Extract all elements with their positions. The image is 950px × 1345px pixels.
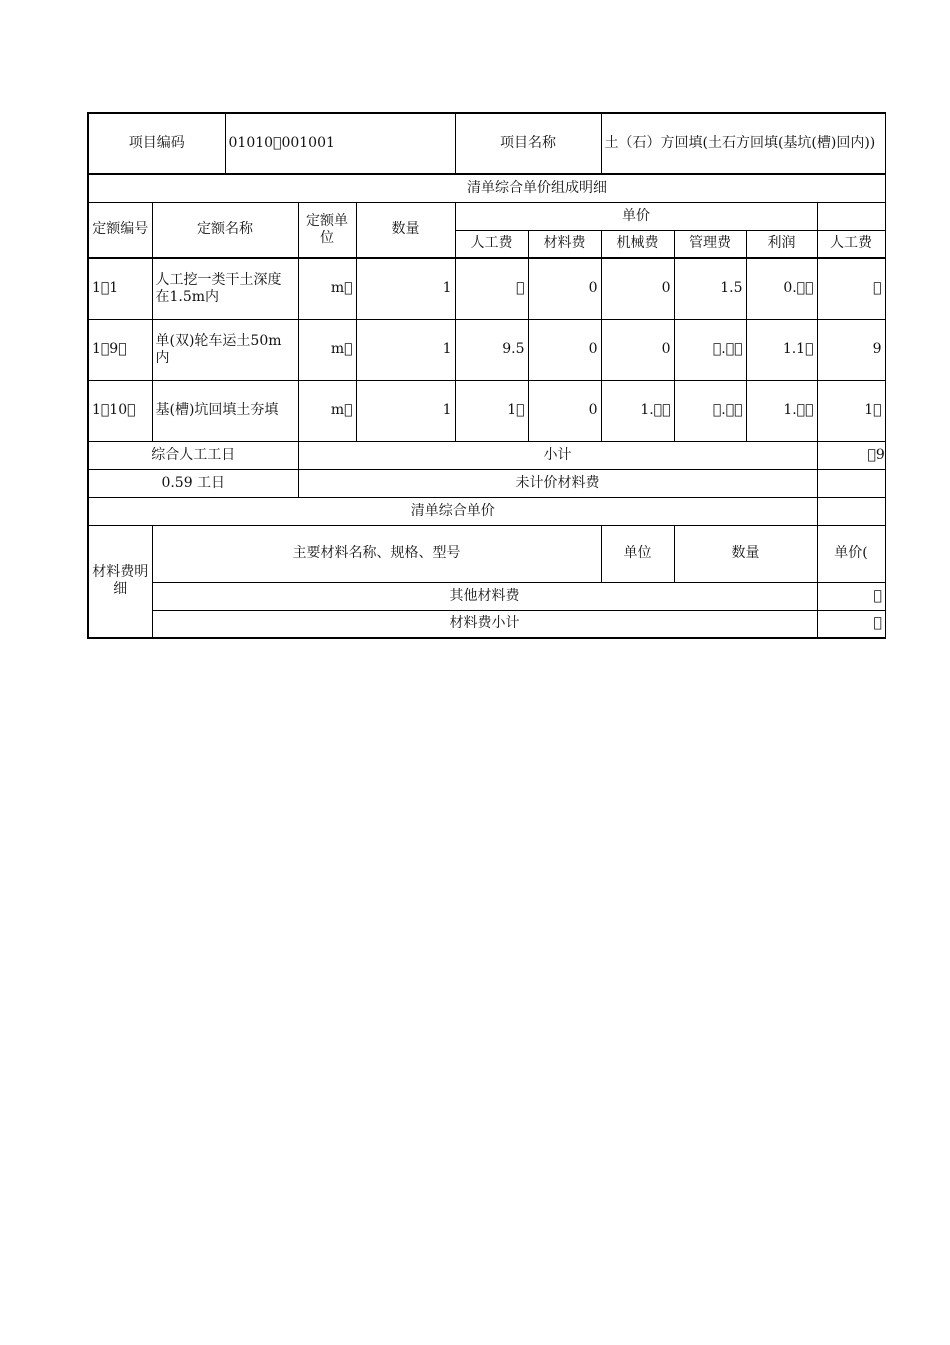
row-profit: 0.   bbox=[746, 258, 817, 319]
col-labor-total: 人工费 bbox=[817, 230, 885, 258]
row-machine: 0 bbox=[601, 319, 674, 380]
material-header-row bbox=[88, 525, 885, 582]
unpriced-material-label: 未计价材料费 bbox=[298, 469, 817, 497]
row-code: 1 10  bbox=[88, 380, 152, 441]
row-qty: 1 bbox=[356, 380, 455, 441]
labor-days-value: 0.59 工日 bbox=[88, 469, 298, 497]
summary-row-3 bbox=[88, 497, 885, 525]
other-material-label: 其他材料费 bbox=[152, 582, 817, 610]
section-title-row bbox=[88, 174, 885, 202]
project-name-value: 土（石）方回填(土石方回填(基坑(槽)回内)) bbox=[601, 113, 885, 174]
col-quantity: 数量 bbox=[356, 202, 455, 258]
column-header-row-1 bbox=[88, 202, 885, 230]
row-name: 基(槽)坑回填土夯填 bbox=[152, 380, 298, 441]
row-machine: 1.   bbox=[601, 380, 674, 441]
col-quota-code: 定额编号 bbox=[88, 202, 152, 258]
table-row bbox=[88, 380, 885, 441]
row-unit: m  bbox=[298, 258, 356, 319]
row-name: 人工挖一类干土深度在1.5m内 bbox=[152, 258, 298, 319]
table-row bbox=[88, 258, 885, 319]
row-labor-total: 9 bbox=[817, 319, 885, 380]
material-unit-price-label: 单价( bbox=[817, 525, 885, 582]
material-qty-label: 数量 bbox=[674, 525, 817, 582]
unit-price-label: 清单综合单价 bbox=[88, 497, 817, 525]
project-code-label: 项目编码 bbox=[88, 113, 225, 174]
col-unit-price: 单价 bbox=[455, 202, 817, 230]
header-row bbox=[88, 113, 885, 174]
col-management: 管理费 bbox=[674, 230, 746, 258]
col-machine: 机械费 bbox=[601, 230, 674, 258]
row-profit: 1.   bbox=[746, 380, 817, 441]
table-row bbox=[88, 319, 885, 380]
row-labor:   bbox=[455, 258, 528, 319]
row-machine: 0 bbox=[601, 258, 674, 319]
material-subtotal-label: 材料费小计 bbox=[152, 610, 817, 638]
material-subtotal-row bbox=[88, 610, 885, 638]
col-quota-name: 定额名称 bbox=[152, 202, 298, 258]
row-unit: m  bbox=[298, 319, 356, 380]
row-material: 0 bbox=[528, 258, 601, 319]
row-unit: m  bbox=[298, 380, 356, 441]
row-material: 0 bbox=[528, 319, 601, 380]
row-management: 1.5 bbox=[674, 258, 746, 319]
material-subtotal-value:   bbox=[817, 610, 885, 638]
material-detail-label: 材料费明细 bbox=[88, 525, 152, 638]
row-name: 单(双)轮车运土50m内 bbox=[152, 319, 298, 380]
row-profit: 1.1  bbox=[746, 319, 817, 380]
summary-row-1 bbox=[88, 441, 885, 469]
main-material-label: 主要材料名称、规格、型号 bbox=[152, 525, 601, 582]
subtotal-value:  9 bbox=[817, 441, 885, 469]
material-unit-label: 单位 bbox=[601, 525, 674, 582]
project-code-value: 01010 001001 bbox=[225, 113, 455, 174]
other-material-value:   bbox=[817, 582, 885, 610]
row-labor-total:   bbox=[817, 258, 885, 319]
col-labor: 人工费 bbox=[455, 230, 528, 258]
row-code: 1 9  bbox=[88, 319, 152, 380]
section-title: 清单综合单价组成明细 bbox=[455, 174, 885, 202]
subtotal-label: 小计 bbox=[298, 441, 817, 469]
row-labor: 1  bbox=[455, 380, 528, 441]
labor-days-label: 综合人工工日 bbox=[88, 441, 298, 469]
row-code: 1 1 bbox=[88, 258, 152, 319]
other-material-row bbox=[88, 582, 885, 610]
col-material: 材料费 bbox=[528, 230, 601, 258]
summary-row-2 bbox=[88, 469, 885, 497]
row-qty: 1 bbox=[356, 319, 455, 380]
row-material: 0 bbox=[528, 380, 601, 441]
cost-analysis-sheet bbox=[87, 112, 885, 637]
col-profit: 利润 bbox=[746, 230, 817, 258]
row-labor: 9.5 bbox=[455, 319, 528, 380]
unit-price-table bbox=[87, 112, 886, 639]
project-name-label: 项目名称 bbox=[455, 113, 601, 174]
col-quota-unit: 定额单位 bbox=[298, 202, 356, 258]
row-labor-total: 1  bbox=[817, 380, 885, 441]
row-qty: 1 bbox=[356, 258, 455, 319]
row-management:  .   bbox=[674, 319, 746, 380]
row-management:  .   bbox=[674, 380, 746, 441]
